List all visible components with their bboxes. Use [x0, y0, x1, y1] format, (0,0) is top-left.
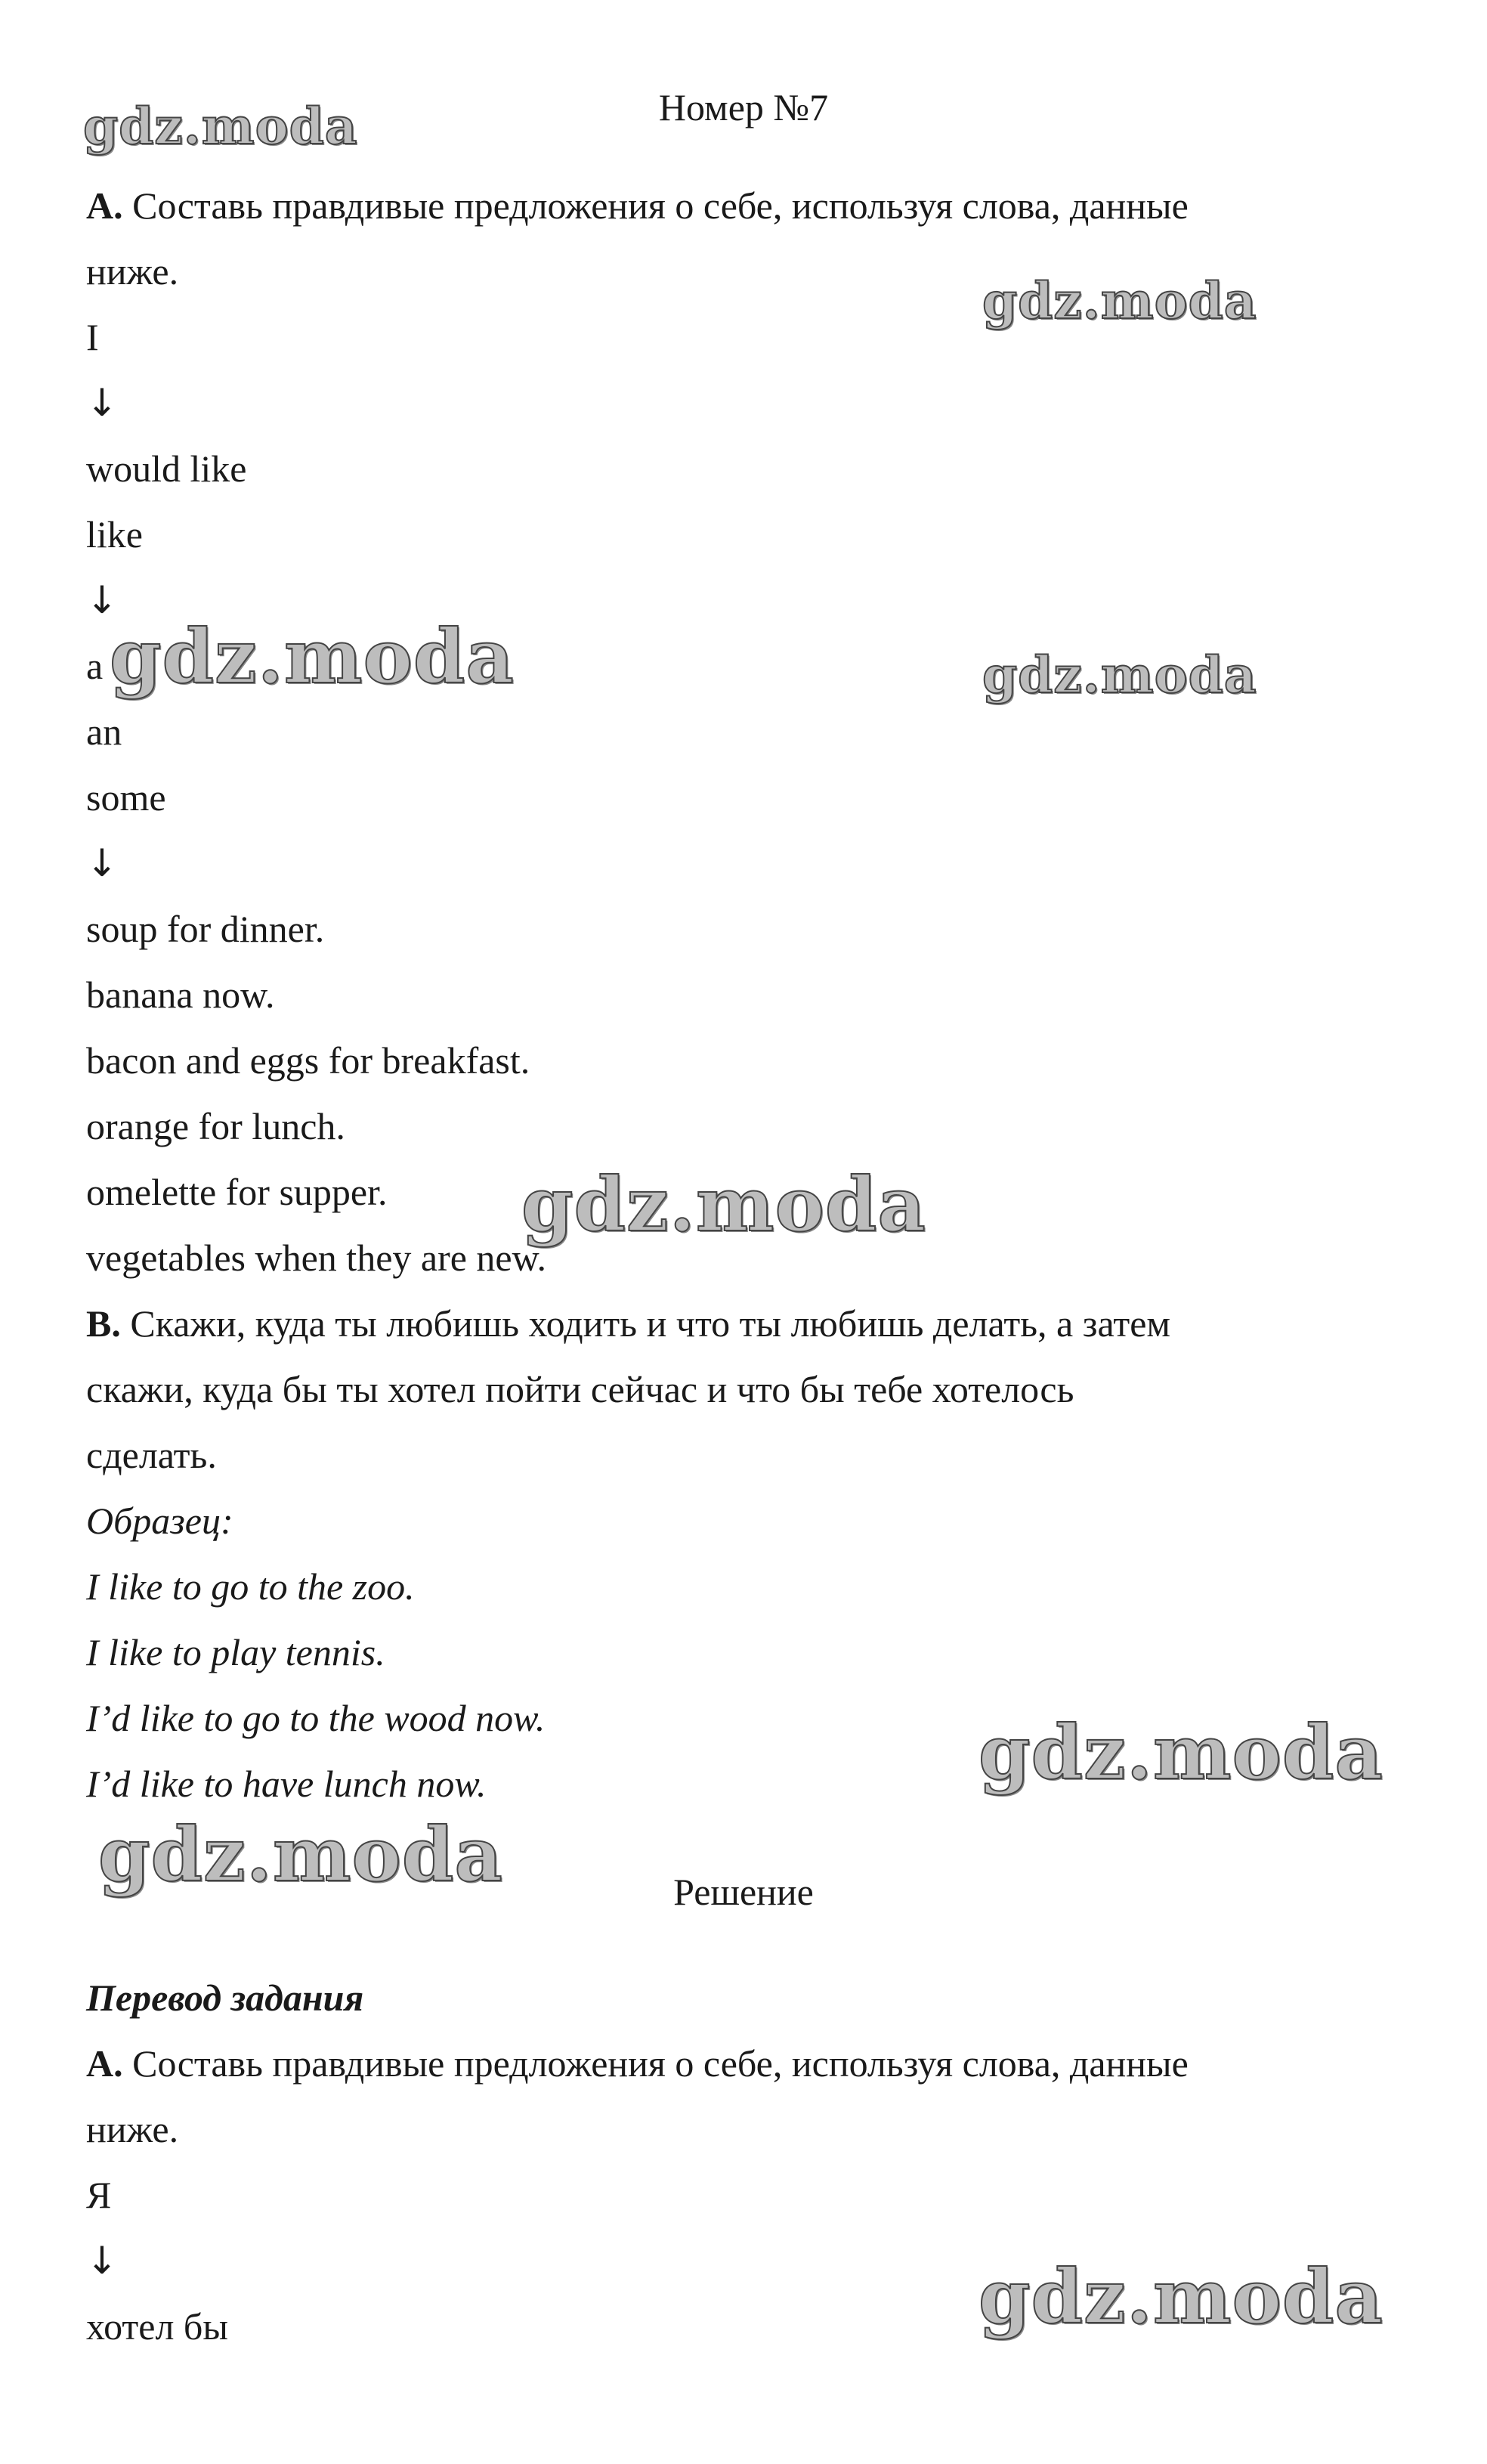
ending-item: omelette for supper. [86, 1171, 388, 1213]
watermark-logo: gdz.moda [83, 97, 358, 156]
down-arrow-icon: ↓ [86, 381, 118, 425]
ending-item: orange for lunch. [86, 1105, 345, 1147]
word-a: a [86, 645, 104, 687]
word-ya: Я [86, 2174, 112, 2216]
ending-item: bacon and eggs for breakfast. [86, 1039, 530, 1082]
word-some: some [86, 776, 166, 819]
translation-a-text: Составь правдивые предложения о себе, используя слова, данные [122, 2042, 1189, 2085]
sample-sentence: I like to go to the zoo. [86, 1565, 415, 1608]
task-b-label: B. [86, 1302, 121, 1345]
task-a-label: A. [86, 184, 123, 227]
word-would-like: would like [86, 447, 247, 490]
watermark-logo: gdz.moda [978, 2254, 1383, 2341]
translation-a-instruction [86, 2041, 1189, 2086]
ending-item: banana now. [86, 974, 275, 1016]
sample-sentence: I’d like to have lunch now. [86, 1763, 487, 1805]
word-like: like [86, 513, 143, 556]
sample-sentence: I like to play tennis. [86, 1631, 385, 1673]
task-b-instruction-cont: скажи, куда бы ты хотел пойти сейчас и что бы тебе хотелось [86, 1368, 1074, 1410]
translation-a-label: A. [86, 2042, 123, 2085]
sample-label: Образец: [86, 1500, 233, 1542]
watermark-logo: gdz.moda [521, 1162, 926, 1249]
page-number-title: Номер №7 [658, 86, 829, 128]
down-arrow-icon: ↓ [86, 578, 118, 622]
down-arrow-icon: ↓ [86, 2239, 118, 2283]
translation-heading: Перевод задания [86, 1976, 364, 2019]
sample-sentence: I’d like to go to the wood now. [86, 1697, 546, 1739]
task-a-instruction-cont: ниже. [86, 250, 179, 293]
word-hotel-by: хотел бы [86, 2305, 228, 2348]
translation-a-instruction-cont: ниже. [86, 2108, 179, 2150]
watermark-logo: gdz.moda [98, 1812, 503, 1899]
solution-title: Решение [673, 1871, 814, 1913]
task-b-instruction-end: сделать. [86, 1434, 217, 1476]
watermark-logo: gdz.moda [982, 271, 1257, 330]
down-arrow-icon: ↓ [86, 841, 118, 885]
task-b-instruction [86, 1301, 1170, 1346]
ending-item: soup for dinner. [86, 908, 325, 950]
task-b-instruction-text: Скажи, куда ты любишь ходить и что ты любишь делать, а затем [120, 1302, 1171, 1345]
word-i: I [86, 316, 99, 358]
watermark-logo: gdz.moda [982, 645, 1257, 704]
watermark-logo: gdz.moda [978, 1710, 1383, 1797]
watermark-logo: gdz.moda [110, 614, 515, 701]
ending-item: vegetables when they are new. [86, 1237, 546, 1279]
task-a-instruction-text: Составь правдивые предложения о себе, используя слова, данные [122, 184, 1189, 227]
word-an: an [86, 710, 122, 753]
task-a-instruction [86, 183, 1189, 228]
